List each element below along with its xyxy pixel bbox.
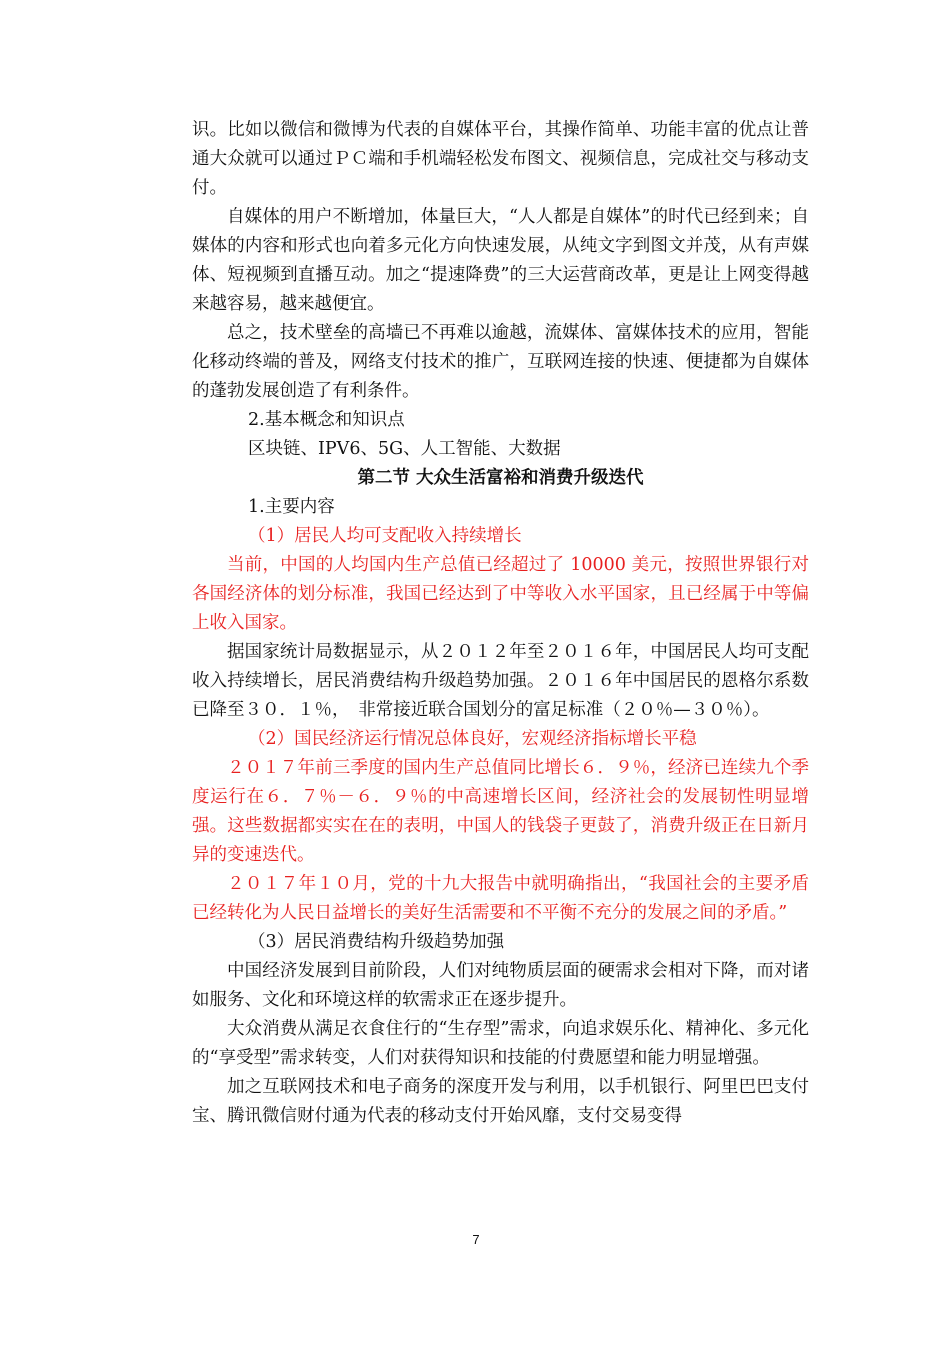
- subheading-red: （2）国民经济运行情况总体良好，宏观经济指标增长平稳: [248, 729, 697, 749]
- document-page: [192, 116, 809, 1131]
- paragraph-red: ２０１７年１０月，党的十九大报告中就明确指出，“我国社会的主要矛盾已经转化为人民日益增长的美好生活需要和不平衡不充分的发展之间的矛盾。”: [192, 874, 809, 923]
- page-number: 7: [472, 1232, 480, 1247]
- paragraph: 总之，技术壁垒的高墙已不再难以逾越，流媒体、富媒体技术的应用，智能化移动终端的普及，网络支付技术的推广，互联网连接的快速、便捷都为自媒体的蓬勃发展创造了有利条件。: [192, 323, 809, 401]
- paragraph-red: ２０１７年前三季度的国内生产总值同比增长６．９％，经济已连续九个季度运行在６．７％－６．９％的中高速增长区间，经济社会的发展韧性明显增强。这些数据都实实在在的表明，中国人的钱袋子更鼓了，消费升级正在日新月异的变速迭代。: [192, 758, 809, 865]
- subsection-label: 2.基本概念和知识点: [248, 410, 405, 430]
- subheading-red: （1）居民人均可支配收入持续增长: [248, 526, 522, 546]
- paragraph-red: 当前，中国的人均国内生产总值已经超过了 10000 美元，按照世界银行对各国经济体的划分标准，我国已经达到了中等收入水平国家，且已经属于中等偏上收入国家。: [192, 555, 809, 633]
- paragraph: 大众消费从满足衣食住行的“生存型”需求，向追求娱乐化、精神化、多元化的“享受型”需求转变，人们对获得知识和技能的付费愿望和能力明显增强。: [192, 1019, 809, 1068]
- paragraph: 中国经济发展到目前阶段，人们对纯物质层面的硬需求会相对下降，而对诸如服务、文化和环境这样的软需求正在逐步提升。: [192, 961, 809, 1010]
- subsection-label: 1.主要内容: [248, 497, 335, 517]
- keyword-list: 区块链、IPV6、5G、人工智能、大数据: [248, 439, 561, 459]
- paragraph: 自媒体的用户不断增加，体量巨大，“人人都是自媒体”的时代已经到来；自媒体的内容和形式也向着多元化方向快速发展，从纯文字到图文并茂，从有声媒体、短视频到直播互动。加之“提速降费”的三大运营商改革，更是让上网变得越来越容易，越来越便宜。: [192, 207, 809, 314]
- paragraph: 据国家统计局数据显示，从２０１２年至２０１６年，中国居民人均可支配收入持续增长，居民消费结构升级趋势加强。２０１６年中国居民的恩格尔系数已降至３０．１％， 非常接近联合国划分的富足标准（２０％—３０％）。: [192, 642, 809, 720]
- paragraph: 识。比如以微信和微博为代表的自媒体平台，其操作简单、功能丰富的优点让普通大众就可以通过ＰＣ端和手机端轻松发布图文、视频信息，完成社交与移动支付。: [192, 120, 809, 198]
- paragraph: 加之互联网技术和电子商务的深度开发与利用，以手机银行、阿里巴巴支付宝、腾讯微信财付通为代表的移动支付开始风靡，支付交易变得: [192, 1077, 809, 1126]
- subheading: （3）居民消费结构升级趋势加强: [248, 932, 505, 952]
- section-heading: 第二节 大众生活富裕和消费升级迭代: [357, 468, 644, 488]
